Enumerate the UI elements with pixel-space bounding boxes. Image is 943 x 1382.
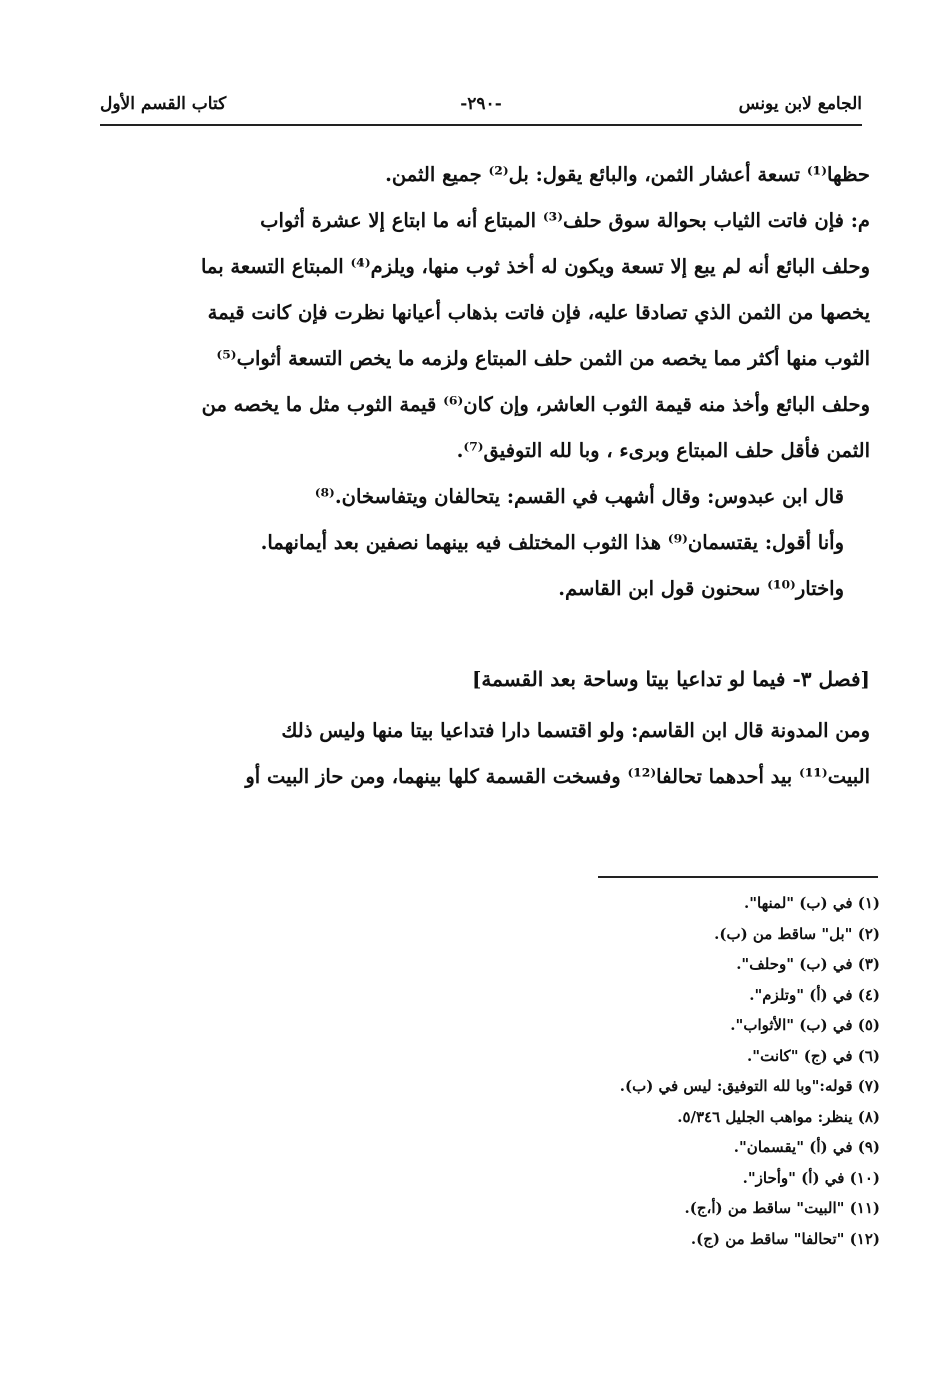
- text-line: الثوب منها أكثر مما يخصه من الثمن حلف المبتاع ولزمه ما يخص التسعة أثواب⁽⁵⁾: [216, 347, 870, 370]
- text-line: ومن المدونة قال ابن القاسم: ولو اقتسما دارا فتداعيا بيتا منها وليس ذلك: [281, 719, 870, 742]
- footnote: (٧) قوله:"وبا لله التوفيق: ليس في (ب).: [619, 1077, 880, 1095]
- footnote: (٥) في (ب) "الأثواب".: [730, 1016, 880, 1034]
- text-line: وحلف البائع أنه لم يبع إلا تسعة ويكون له أخذ ثوب منها، ويلزم⁽⁴⁾ المبتاع التسعة بما: [200, 255, 870, 278]
- main-text: [100, 152, 870, 612]
- footnote: (٦) في (ج) "كانت".: [747, 1046, 880, 1065]
- header-book-title: الجامع لابن يونس: [738, 94, 862, 114]
- text-line: واختار⁽¹⁰⁾ سحنون قول ابن القاسم.: [558, 577, 844, 600]
- page-number: -٢٩٠-: [460, 94, 502, 114]
- footnote-divider: [598, 876, 878, 878]
- text-line: وحلف البائع وأخذ منه قيمة الثوب العاشر، وإن كان⁽⁶⁾ قيمة الثوب مثل ما يخصه من: [201, 393, 870, 416]
- text-line: يخصها من الثمن الذي تصادقا عليه، فإن فاتت بذهاب أعيانها نظرت فإن كانت قيمة: [207, 301, 870, 324]
- text-line: م: فإن فاتت الثياب بحوالة سوق حلف⁽³⁾ المبتاع أنه ما ابتاع إلا عشرة أثواب: [260, 209, 870, 232]
- footnote: (٩) في (أ) "يقسمان".: [733, 1138, 880, 1156]
- footnote: (٨) ينظر: مواهب الجليل ٥/٣٤٦.: [677, 1107, 880, 1126]
- footnote: (١٢) "تحالفا" ساقط من (ج).: [690, 1229, 880, 1248]
- section-heading: [فصل ٣- فيما لو تداعيا بيتا وساحة بعد القسمة]: [471, 667, 870, 691]
- footnote: (٢) "بل" ساقط من (ب).: [714, 924, 880, 943]
- section-text: [100, 708, 870, 800]
- text-line: الثمن فأقل حلف المبتاع وبرىء ، وبا لله التوفيق⁽⁷⁾.: [456, 439, 870, 462]
- text-line: وأنا أقول: يقتسمان⁽⁹⁾ هذا الثوب المختلف فيه بينهما نصفين بعد أيمانهما.: [260, 531, 844, 554]
- footnote: (١١) "البيت" ساقط من (أ،ج).: [684, 1199, 880, 1217]
- text-line: حظها⁽¹⁾ تسعة أعشار الثمن، والبائع يقول: بل⁽²⁾ جميع الثمن.: [385, 163, 870, 186]
- footnote: (٣) في (ب) "وحلف".: [736, 955, 880, 973]
- footnote: (٤) في (أ) "وتلزم".: [749, 985, 880, 1004]
- text-line: قال ابن عبدوس: وقال أشهب في القسم: يتحالفان ويتفاسخان.⁽⁸⁾: [314, 485, 844, 508]
- text-line: البيت⁽¹¹⁾ بيد أحدهما تحالفا⁽¹²⁾ وفسخت القسمة كلها بينهما، ومن حاز البيت أو: [245, 765, 870, 788]
- header-section-title: كتاب القسم الأول: [100, 94, 227, 114]
- footnote: (١٠) في (أ) "وأحاز".: [742, 1168, 880, 1187]
- header-divider: [100, 124, 862, 126]
- running-header: [100, 94, 862, 122]
- footnote: (١) في (ب) "لمنها".: [743, 894, 880, 912]
- footnotes: [440, 888, 880, 1254]
